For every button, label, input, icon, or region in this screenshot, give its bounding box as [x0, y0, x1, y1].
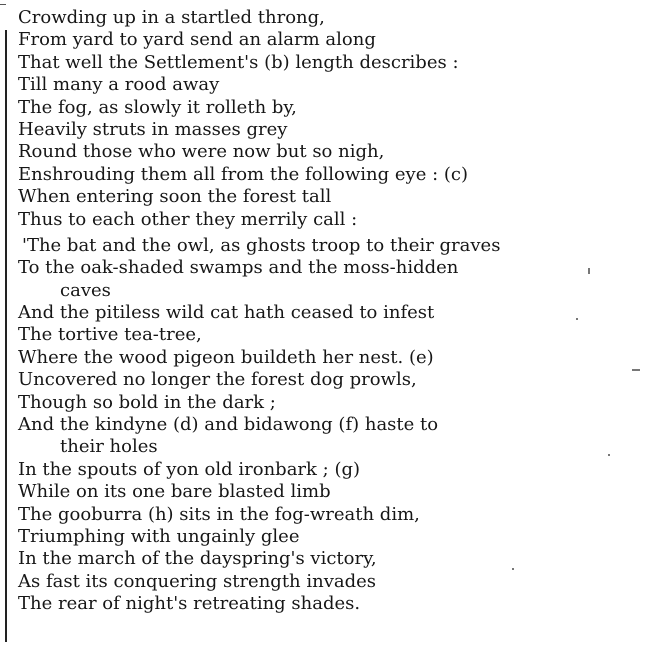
- poem-text: [18, 7, 638, 616]
- poem-line: In the march of the dayspring's victory,: [18, 548, 377, 570]
- print-speck: [608, 454, 610, 456]
- poem-line: When entering soon the forest tall: [18, 186, 332, 208]
- poem-line: In the spouts of yon old ironbark ; (g): [18, 458, 361, 480]
- poem-line: Till many a rood away: [18, 74, 220, 96]
- poem-line: Round those who were now but so nigh,: [18, 141, 385, 163]
- poem-line: Though so bold in the dark ;: [18, 391, 276, 413]
- poem-line: Thus to each other they merrily call :: [18, 208, 358, 230]
- poem-line: 'The bat and the owl, as ghosts troop to their graves: [22, 234, 501, 256]
- poem-line: The gooburra (h) sits in the fog-wreath dim,: [18, 503, 420, 525]
- poem-line: And the kindyne (d) and bidawong (f) haste to: [18, 414, 439, 436]
- print-speck: [632, 369, 640, 371]
- poem-line: Uncovered no longer the forest dog prowls,: [18, 369, 417, 391]
- poem-line: The fog, as slowly it rolleth by,: [18, 96, 297, 118]
- corner-mark: [0, 4, 6, 5]
- print-speck: [576, 318, 578, 320]
- poem-line: While on its one bare blasted limb: [18, 481, 331, 503]
- poem-line: Triumphing with ungainly glee: [18, 525, 300, 547]
- print-speck: [512, 568, 514, 570]
- poem-line: From yard to yard send an alarm along: [18, 29, 376, 51]
- poem-line: That well the Settlement's (b) length describes :: [18, 51, 459, 73]
- column-rule: [5, 30, 7, 642]
- poem-line: Enshrouding them all from the following eye : (c): [18, 163, 468, 185]
- poem-line: And the pitiless wild cat hath ceased to infest: [18, 302, 435, 324]
- print-speck: [588, 268, 590, 274]
- poem-line: Where the wood pigeon buildeth her nest. (e): [18, 346, 434, 368]
- poem-line: As fast its conquering strength invades: [18, 570, 377, 592]
- poem-line: To the oak-shaded swamps and the moss-hidden: [18, 257, 459, 279]
- poem-line: The rear of night's retreating shades.: [18, 593, 361, 615]
- poem-line: Heavily struts in masses grey: [18, 118, 288, 140]
- poem-line-continuation: their holes: [60, 436, 158, 458]
- poem-line: The tortive tea-tree,: [18, 324, 202, 346]
- poem-line: Crowding up in a startled throng,: [18, 7, 325, 28]
- poem-line-continuation: caves: [60, 279, 111, 301]
